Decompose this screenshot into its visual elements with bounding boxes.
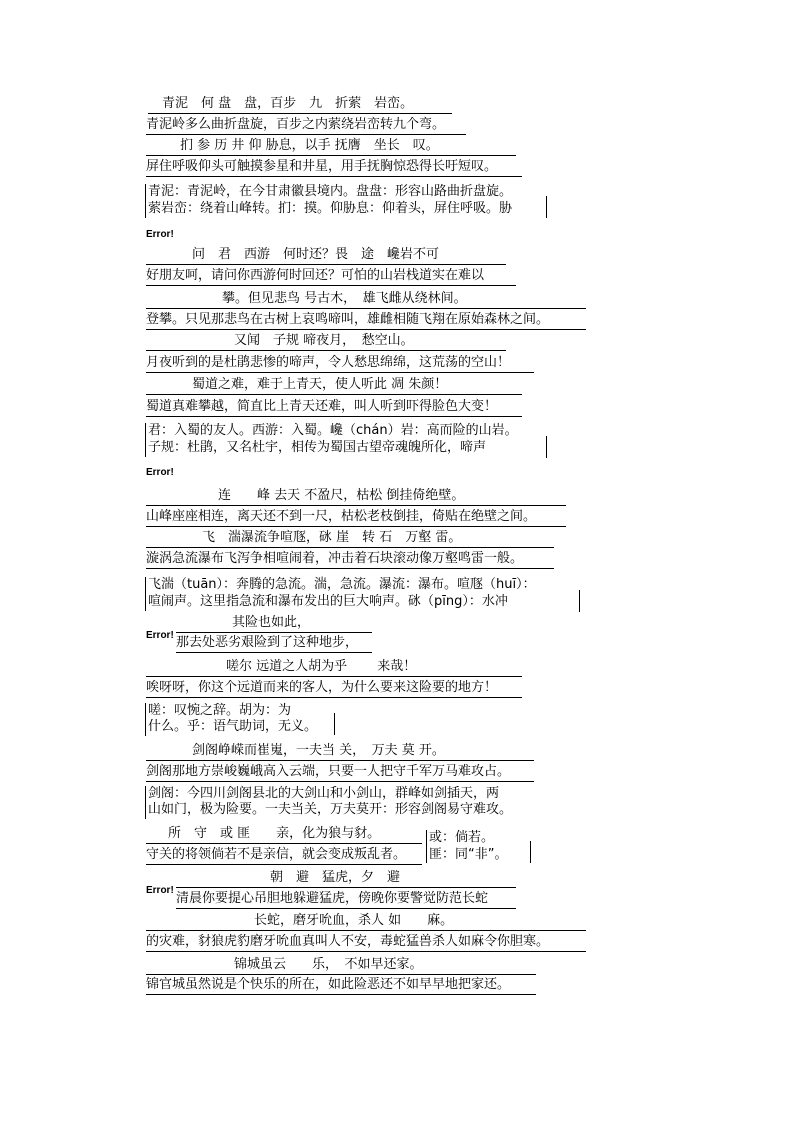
annotation-line: 君：入蜀的友人。西游：入蜀。巉（chán）岩：高而险的山岩。	[148, 423, 518, 438]
annotation-line: 飞湍（tuān）：奔腾的急流。湍，急流。瀑流：瀑布。喧豗（huī）：	[148, 577, 536, 592]
annotation-bracket	[145, 423, 149, 457]
translation-line: 蜀道真难攀越，简直比上青天还难，叫人听到吓得脸色大变！	[146, 399, 522, 417]
translation-line: 青泥岭多么曲折盘旋，百步之内萦绕岩峦转九个弯。	[146, 117, 466, 135]
annotation-bracket	[577, 590, 580, 612]
translation-line: 剑阁那地方崇峻巍峨高入云端，只要一人把守千军万马难攻占。	[146, 764, 534, 782]
annotation-line: 萦岩峦：绕着山峰转。扪：摸。仰胁息：仰着头，屏住呼吸。胁	[148, 201, 513, 216]
annotation-bracket	[332, 713, 335, 735]
translation-line: 山峰座座相连，离天还不到一尺，枯松老枝倒挂，倚贴在绝壁之间。	[146, 509, 566, 527]
annotation-line: 子规：杜鹃，又名杜宇，相传为蜀国古望帝魂魄所化，啼声	[148, 440, 487, 455]
annotation-bracket	[145, 184, 149, 218]
translation-line: 清晨你要提心吊胆地躲避猛虎，傍晚你要警觉防范长蛇	[176, 891, 516, 909]
error-marker: Error!	[146, 885, 174, 896]
translation-line: 登攀。只见那悲鸟在古树上哀鸣啼叫，雄雌相随飞翔在原始森林之间。	[146, 312, 586, 330]
poem-line: 蜀道之难，难于上青天，使人听此 凋 朱颜！	[146, 377, 522, 395]
translation-line: 屏住呼吸仰头可触摸参星和井星，用手抚胸惊恐得长吁短叹。	[146, 159, 522, 177]
annotation-line: 或：倘若。	[429, 830, 495, 845]
annotation-bracket	[426, 830, 430, 863]
poem-line: 所 守 或 匪 亲，化为狼与豺。	[146, 826, 422, 844]
translation-line: 漩涡急流瀑布飞泻争相喧闹着，冲击着石块滚动像万壑鸣雷一般。	[146, 551, 554, 569]
poem-line: 扪 参 历 井 仰 胁息，以手 抚膺 坐长 叹。	[146, 138, 516, 156]
poem-line: 连 峰 去天 不盈尺，枯松 倒挂倚绝壁。	[146, 488, 566, 506]
annotation-bracket	[528, 841, 531, 863]
error-marker: Error!	[146, 630, 174, 641]
annotation-line: 匪：同“非”。	[429, 847, 508, 862]
poem-line: 嗟尔 远道之人胡为乎 来哉！	[146, 659, 522, 677]
poem-line: 青泥 何 盘 盘，百步 九 折萦 岩峦。	[148, 96, 452, 114]
poem-line: 长蛇，磨牙吮血，杀人 如 麻。	[146, 913, 586, 931]
poem-line: 又闻 子规 啼夜月， 愁空山。	[146, 333, 506, 351]
annotation-bracket	[145, 786, 149, 819]
annotation-bracket	[145, 577, 149, 611]
poem-line: 朝 避 猛虎，夕 避	[176, 870, 516, 888]
poem-line: 剑阁峥嵘而崔嵬，一夫当 关， 万夫 莫 开。	[146, 743, 534, 761]
annotation-line: 嗟：叹惋之辞。胡为：为	[148, 703, 292, 718]
annotation-bracket	[544, 196, 547, 218]
annotation-line: 青泥：青泥岭，在今甘肃徽县境内。盘盘：形容山路曲折盘旋。	[148, 184, 513, 199]
annotation-bracket	[145, 703, 149, 736]
poem-line: 问 君 西游 何时还？畏 途 巉岩不可	[146, 247, 506, 265]
poem-line: 锦城虽云 乐， 不如早还家。	[146, 957, 536, 975]
poem-line: 攀。但见悲鸟 号古木， 雄飞雌从绕林间。	[146, 291, 586, 309]
annotation-line: 山如门，极为险要。一夫当关，万夫莫开：形容剑阁易守难攻。	[148, 802, 513, 817]
poem-line: 飞 湍瀑流争喧豗，砯 崖 转 石 万壑 雷。	[146, 530, 554, 548]
translation-line: 锦官城虽然说是个快乐的所在，如此险恶还不如早早地把家还。	[146, 977, 536, 995]
annotation-line: 喧闹声。这里指急流和瀑布发出的巨大响声。砯（pīng）：水冲	[148, 594, 508, 609]
translation-line: 守关的将领倘若不是亲信，就会变成叛乱者。	[146, 847, 422, 865]
translation-line: 的灾难，豺狼虎豹磨牙吮血真叫人不安，毒蛇猛兽杀人如麻令你胆寒。	[146, 934, 586, 952]
poem-line: 其险也如此，	[176, 615, 372, 633]
annotation-bracket	[544, 436, 547, 458]
annotation-line: 什么。乎：语气助词，无义。	[148, 719, 318, 734]
error-marker: Error!	[146, 467, 174, 478]
translation-line: 唉呀呀，你这个远道而来的客人，为什么要来这险要的地方！	[146, 680, 522, 698]
annotation-line: 剑阁：今四川剑阁县北的大剑山和小剑山，群峰如剑插天，两	[148, 786, 500, 801]
error-marker: Error!	[146, 229, 174, 240]
translation-line: 那去处恶劣艰险到了这种地步，	[176, 635, 372, 653]
translation-line: 月夜听到的是杜鹃悲惨的啼声，令人愁思绵绵，这荒荡的空山！	[146, 355, 534, 373]
translation-line: 好朋友呵，请问你西游何时回还？可怕的山岩栈道实在难以	[146, 268, 516, 286]
